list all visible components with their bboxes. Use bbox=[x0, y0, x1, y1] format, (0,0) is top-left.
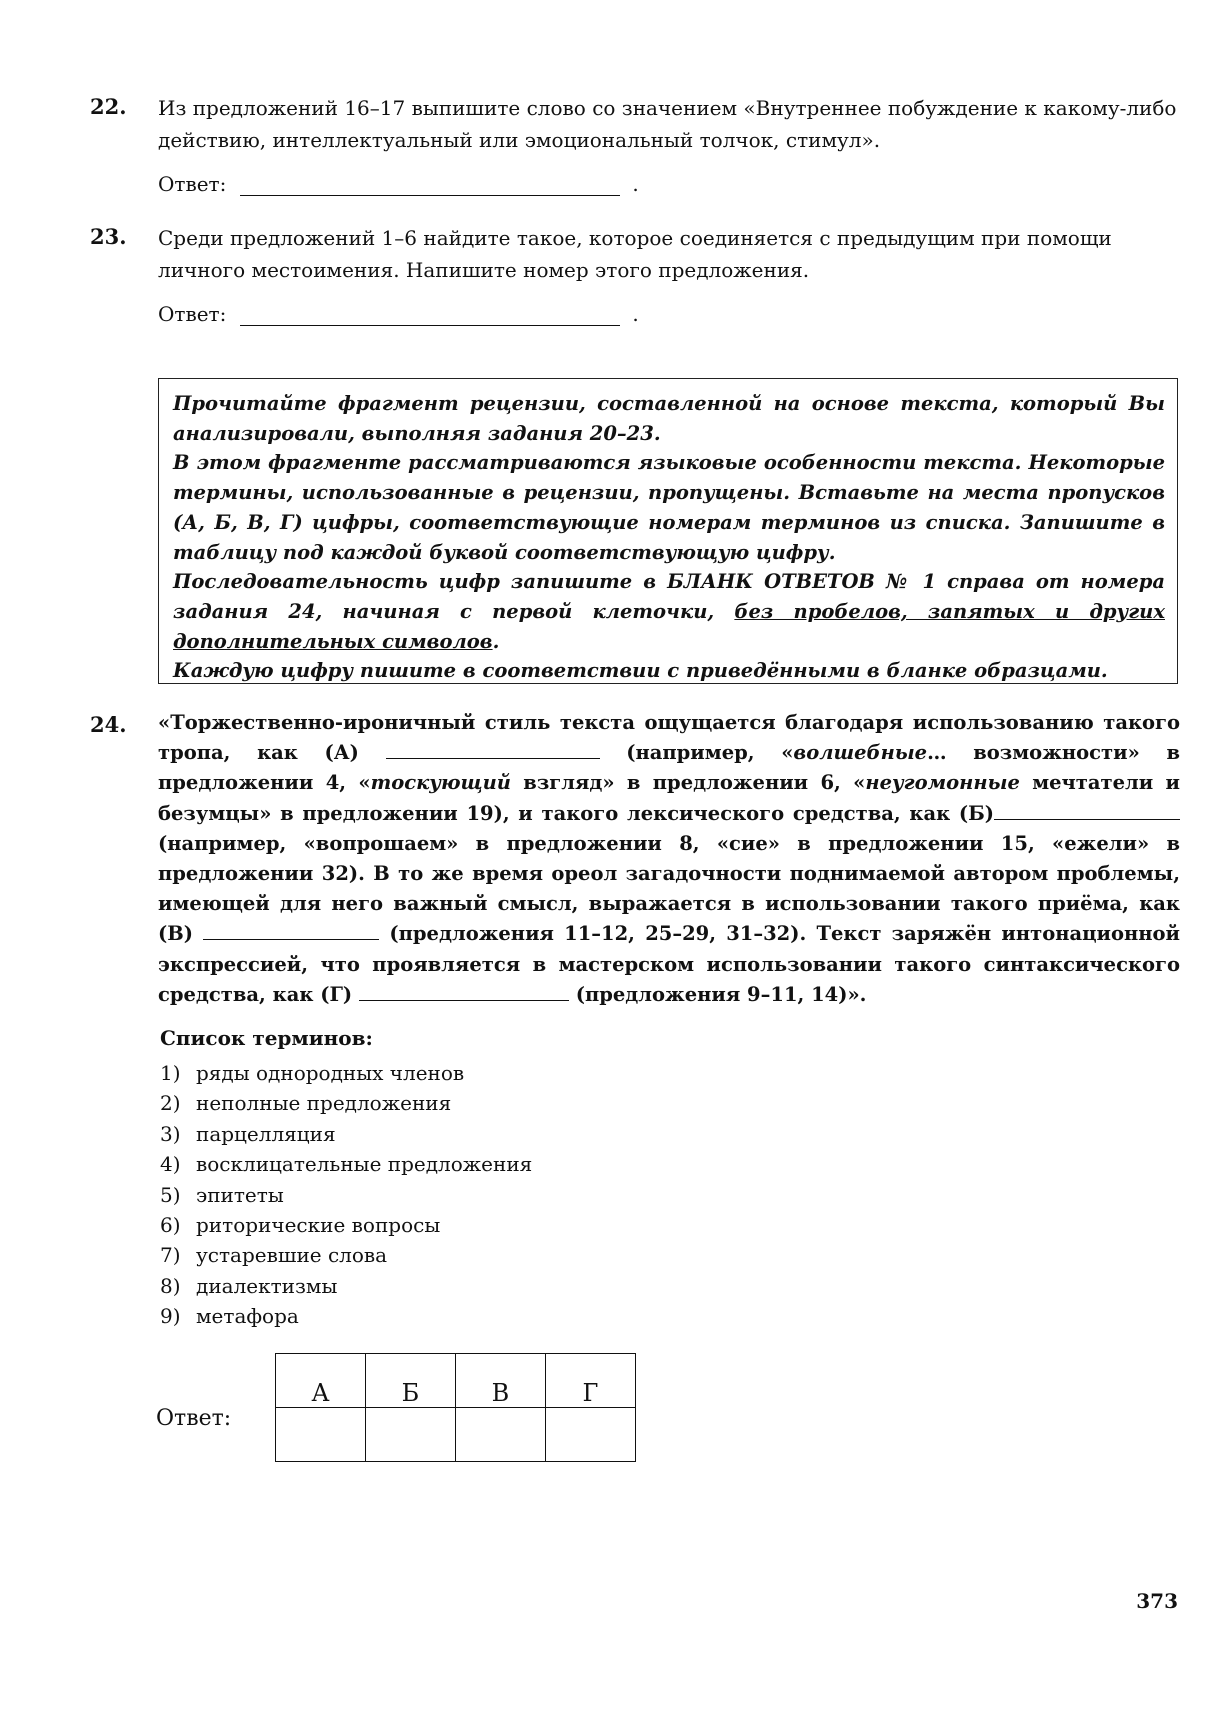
review-text: … возможности» в предложении 4, « bbox=[158, 741, 1180, 795]
review-italic: волшебные bbox=[793, 741, 928, 765]
review-text: (например, «вопрошаем» в предложении 8, «сие» в предложении 15, «ежели» в предложении 32). В то же время ореол загадочности поднимаемой автором проблемы, имеющей для него важный смысл, выражается в использовании такого приёма, как (В) bbox=[158, 831, 1180, 946]
list-item bbox=[160, 1058, 532, 1088]
list-item bbox=[160, 1119, 532, 1149]
term-number: 5) bbox=[160, 1182, 181, 1207]
instructions-paragraph: Прочитайте фрагмент рецензии, составленной на основе текста, который Вы анализировали, выполняя задания 20–23. bbox=[173, 392, 1165, 445]
page-number: 373 bbox=[1136, 1589, 1178, 1613]
term-number: 6) bbox=[160, 1213, 181, 1238]
review-text: (предложения 9–11, 14)». bbox=[575, 982, 867, 1006]
answer-cell-a[interactable] bbox=[276, 1408, 366, 1462]
term-number: 7) bbox=[160, 1243, 181, 1268]
blank-a[interactable] bbox=[386, 738, 600, 759]
term-label: ряды однородных членов bbox=[196, 1061, 465, 1085]
term-number: 4) bbox=[160, 1152, 181, 1177]
answer-label: Ответ: bbox=[158, 172, 227, 196]
list-item bbox=[160, 1240, 532, 1270]
task-24-text bbox=[158, 708, 1180, 1010]
blank-b[interactable] bbox=[994, 799, 1180, 820]
answer-end: . bbox=[632, 172, 639, 196]
answer-line bbox=[158, 302, 639, 326]
review-text: мечтатели и безумцы» в предложении 19), и такого лексического средства, как (Б) bbox=[158, 771, 1181, 825]
instructions-paragraph: Каждую цифру пишите в соответствии с приведёнными в бланке образцами. bbox=[173, 659, 1108, 683]
term-label: неполные предложения bbox=[196, 1091, 452, 1116]
table-header: Г bbox=[546, 1354, 636, 1408]
term-label: риторические вопросы bbox=[196, 1213, 441, 1238]
term-label: восклицательные предложения bbox=[196, 1152, 533, 1177]
answer-label: Ответ: bbox=[156, 1406, 232, 1431]
instructions-paragraph: В этом фрагменте рассматриваются языковые особенности текста. Некоторые термины, использованные в рецензии, пропущены. Вставьте на места пропусков (А, Б, В, Г) цифры, соответствующие номерам терминов из списка. Запишите в таблицу под каждой буквой соответствующую цифру. bbox=[173, 451, 1165, 564]
review-text: (предложения 11–12, 25–29, 31–32). Текст заряжён интонационной экспрессией, что проявляется в мастерском использовании такого синтаксического средства, как (Г) bbox=[158, 922, 1181, 1006]
table-header: А bbox=[276, 1354, 366, 1408]
term-number: 2) bbox=[160, 1091, 181, 1116]
task-text: Из предложений 16–17 выпишите слово со значением «Внутреннее побуждение к какому-либо действию, интеллектуальный или эмоциональный толчок, стимул». bbox=[158, 96, 1177, 152]
term-number: 3) bbox=[160, 1121, 181, 1146]
terms-list bbox=[160, 1058, 532, 1332]
list-item bbox=[160, 1149, 532, 1179]
answer-cell-g[interactable] bbox=[546, 1408, 636, 1462]
list-item bbox=[160, 1301, 532, 1331]
term-label: диалектизмы bbox=[196, 1273, 338, 1298]
review-italic: тоскующий bbox=[370, 771, 511, 795]
blank-g[interactable] bbox=[359, 980, 569, 1001]
task-number: 24. bbox=[90, 712, 127, 737]
answer-cell-v[interactable] bbox=[456, 1408, 546, 1462]
list-item bbox=[160, 1210, 532, 1240]
terms-title: Список терминов: bbox=[160, 1026, 373, 1050]
term-label: эпитеты bbox=[196, 1182, 284, 1207]
answer-input[interactable] bbox=[240, 303, 620, 326]
task-number: 22. bbox=[90, 94, 127, 119]
instructions-text: Последовательность цифр запишите в БЛАНК ОТВЕТОВ № 1 справа от номера задания 24, начиная с первой клеточки, bbox=[173, 570, 1165, 623]
review-text: (например, « bbox=[626, 741, 794, 765]
answer-end: . bbox=[632, 302, 639, 326]
term-label: парцелляция bbox=[196, 1121, 336, 1146]
answer-label: Ответ: bbox=[158, 302, 227, 326]
review-italic: неугомонные bbox=[865, 771, 1020, 795]
answer-cell-b[interactable] bbox=[366, 1408, 456, 1462]
term-number: 9) bbox=[160, 1304, 181, 1329]
answer-input[interactable] bbox=[240, 173, 620, 196]
instructions-box bbox=[158, 378, 1178, 684]
review-text: взгляд» в предложении 6, « bbox=[510, 771, 866, 795]
list-item bbox=[160, 1271, 532, 1301]
blank-v[interactable] bbox=[203, 919, 379, 940]
review-text: «Торжественно-ироничный стиль текста ощущается благодаря использованию такого тропа, как (А) bbox=[158, 711, 1180, 765]
term-label: устаревшие слова bbox=[196, 1243, 388, 1268]
answer-table bbox=[275, 1353, 636, 1462]
table-header: Б bbox=[366, 1354, 456, 1408]
answer-line bbox=[158, 172, 639, 196]
task-text: Среди предложений 1–6 найдите такое, которое соединяется с предыдущим при помощи личного местоимения. Напишите номер этого предложения. bbox=[158, 226, 1112, 282]
instructions-underlined: без пробелов, запятых и других дополнительных символов bbox=[173, 599, 1165, 653]
term-number: 8) bbox=[160, 1273, 181, 1298]
term-number: 1) bbox=[160, 1061, 181, 1085]
term-label: метафора bbox=[196, 1304, 299, 1329]
instructions-paragraph bbox=[173, 567, 1165, 656]
table-header: В bbox=[456, 1354, 546, 1408]
instructions-text: . bbox=[492, 629, 500, 653]
task-number: 23. bbox=[90, 224, 127, 249]
list-item bbox=[160, 1088, 532, 1118]
list-item bbox=[160, 1180, 532, 1210]
